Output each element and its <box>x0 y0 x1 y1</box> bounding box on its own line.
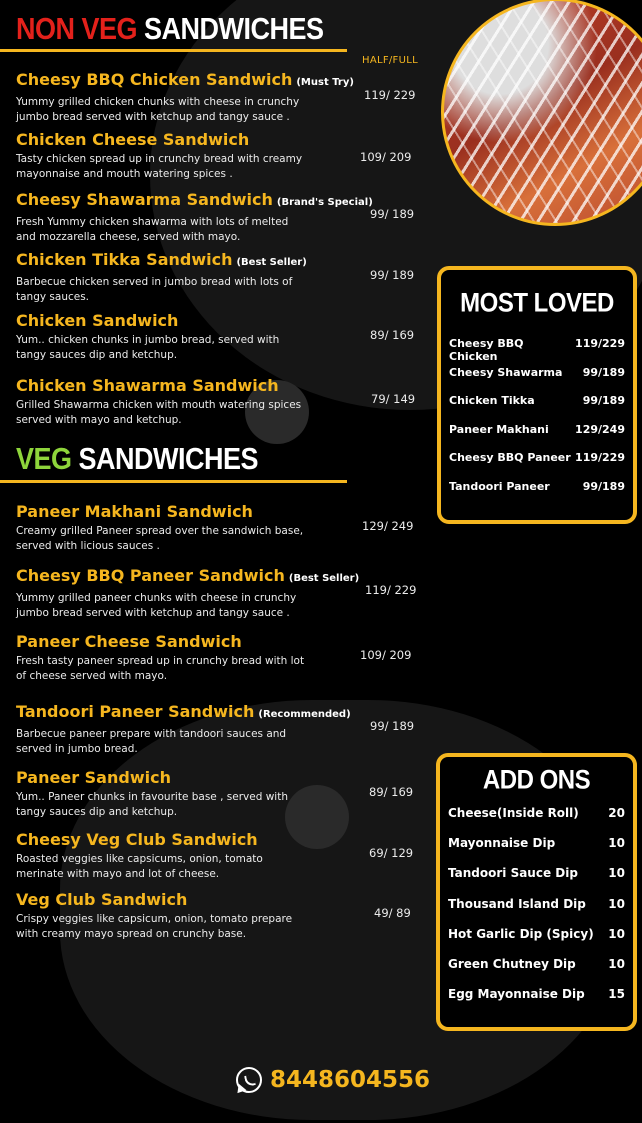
menu-item-description: Fresh tasty paneer spread up in crunchy bread with lot of cheese served with mayo. <box>16 655 305 682</box>
menu-item-name-row <box>16 768 416 788</box>
most_loved-name: Cheesy Shawarma <box>449 365 563 379</box>
menu-item <box>16 250 416 304</box>
most_loved-price: 99/189 <box>582 479 625 493</box>
menu-item-name: Veg Club Sandwich <box>16 890 188 909</box>
add_ons-row <box>448 806 625 820</box>
menu-item <box>16 190 416 244</box>
menu-item-description: Grilled Shawarma chicken with mouth watering spices served with mayo and ketchup. <box>16 399 302 426</box>
most_loved-name: Chicken Tikka <box>449 394 535 407</box>
add_ons-row <box>448 987 625 1001</box>
add_ons-price: 10 <box>608 896 625 911</box>
menu-item <box>16 702 416 756</box>
veg-title-rest: SANDWICHES <box>78 442 259 476</box>
menu-item-name: Paneer Makhani Sandwich <box>16 502 253 521</box>
menu-item-description: Yum.. Paneer chunks in favourite base , served with tangy sauces dip and ketchup. <box>16 791 288 818</box>
add_ons-price: 10 <box>608 957 625 971</box>
most_loved-name: Paneer Makhani <box>449 422 549 436</box>
menu-item-price: 89/ 169 <box>370 328 415 342</box>
menu-item-description: Tasty chicken spread up in crunchy bread with creamy mayonnaise and mouth watering spices . <box>16 153 303 180</box>
menu-item <box>16 376 416 427</box>
menu-item-price: 109/ 209 <box>360 648 412 662</box>
menu-item <box>16 830 416 881</box>
most_loved-price: 99/189 <box>582 365 625 379</box>
menu-item-description: Yummy grilled chicken chunks with cheese in crunchy jumbo bread served with ketchup and tangy sauce . <box>16 96 300 123</box>
menu-item <box>16 311 416 362</box>
menu-item-name: Cheesy Shawarma Sandwich <box>16 190 273 209</box>
menu-item-tag: (Recommended) <box>258 709 351 720</box>
add_ons-price: 10 <box>608 926 625 941</box>
add_ons-name: Mayonnaise Dip <box>448 836 556 851</box>
menu-item-price: 109/ 209 <box>360 150 412 164</box>
menu-item-price: 79/ 149 <box>371 392 416 406</box>
menu-item <box>16 502 416 553</box>
menu-item-name-row <box>16 311 416 331</box>
add_ons-name: Egg Mayonnaise Dip <box>448 987 585 1002</box>
menu-item-name-row <box>16 502 416 522</box>
menu-item-price: 119/ 229 <box>364 88 416 102</box>
menu-item-name-row <box>16 130 416 150</box>
menu-item-name-row <box>16 70 416 93</box>
menu-item-name: Chicken Tikka Sandwich <box>16 250 233 269</box>
menu-item-price: 129/ 249 <box>362 519 414 533</box>
menu-item-price: 119/ 229 <box>365 583 417 597</box>
add_ons-name: Hot Garlic Dip (Spicy) <box>448 926 594 941</box>
nonveg-title-rest: SANDWICHES <box>144 12 324 46</box>
menu-item-tag: (Must Try) <box>296 77 354 88</box>
add-ons-title: ADD ONS <box>482 765 591 796</box>
most_loved-price: 119/229 <box>575 451 625 464</box>
nonveg-title-colored: NON VEG <box>16 12 138 46</box>
menu-item-name: Cheesy BBQ Paneer Sandwich <box>16 566 285 585</box>
add_ons-price: 10 <box>608 836 625 851</box>
menu-item <box>16 566 416 620</box>
add_ons-name: Thousand Island Dip <box>448 896 586 911</box>
add-ons-box <box>436 753 637 1031</box>
add_ons-name: Tandoori Sauce Dip <box>448 866 578 881</box>
menu-item-name-row <box>16 890 416 910</box>
add_ons-row <box>448 897 625 911</box>
menu-item-name: Paneer Cheese Sandwich <box>16 632 242 651</box>
menu-item-description: Crispy veggies like capsicum, onion, tomato prepare with creamy mayo spread on crunchy base. <box>16 913 293 940</box>
half-full-label: HALF/FULL <box>362 55 418 66</box>
menu-item-description: Barbecue chicken served in jumbo bread with lots of tangy sauces. <box>16 276 293 303</box>
menu-item-name: Cheesy Veg Club Sandwich <box>16 830 258 849</box>
menu-item-name-row <box>16 190 416 213</box>
menu-item-price: 99/ 189 <box>370 268 415 282</box>
menu-item <box>16 632 416 683</box>
menu-item-name-row <box>16 566 416 589</box>
menu-item-name: Chicken Sandwich <box>16 311 179 330</box>
menu-item-name-row <box>16 830 416 850</box>
most_loved-name: Cheesy BBQ Paneer <box>449 451 571 464</box>
add_ons-row <box>448 957 625 971</box>
most_loved-name: Tandoori Paneer <box>449 479 550 493</box>
add_ons-price: 10 <box>608 866 625 881</box>
menu-item-price: 49/ 89 <box>374 906 411 920</box>
most_loved-name: Cheesy BBQ Chicken <box>449 337 524 363</box>
menu-item-name: Chicken Cheese Sandwich <box>16 130 250 149</box>
menu-item-description: Roasted veggies like capsicums, onion, tomato merinate with mayo and lot of cheese. <box>16 853 263 880</box>
menu-item-name-row <box>16 250 416 273</box>
nonveg-section-title <box>16 12 324 47</box>
most_loved-row <box>449 480 625 493</box>
most_loved-price: 99/189 <box>582 394 625 407</box>
menu-item-name-row <box>16 702 416 725</box>
add_ons-row <box>448 927 625 941</box>
add_ons-row <box>448 836 625 850</box>
menu-item-name: Paneer Sandwich <box>16 768 171 787</box>
menu-item-price: 69/ 129 <box>369 846 414 860</box>
add_ons-name: Green Chutney Dip <box>448 957 576 971</box>
most_loved-row <box>449 423 625 436</box>
menu-item <box>16 130 416 181</box>
menu-item-name-row <box>16 632 416 652</box>
phone-number[interactable]: 8448604556 <box>270 1067 431 1093</box>
menu-item <box>16 768 416 819</box>
most_loved-price: 119/229 <box>575 337 625 350</box>
add_ons-price: 20 <box>608 806 625 820</box>
menu-item-tag: (Best Seller) <box>236 257 307 268</box>
menu-item-description: Creamy grilled Paneer spread over the sandwich base, served with licious sauces . <box>16 525 304 552</box>
most_loved-price: 129/249 <box>575 422 625 436</box>
veg-section-title <box>16 442 258 477</box>
veg-underline <box>0 480 347 483</box>
menu-item-name: Tandoori Paneer Sandwich <box>16 702 255 721</box>
menu-item <box>16 70 416 124</box>
most-loved-title: MOST LOVED <box>460 288 614 319</box>
add_ons-price: 15 <box>608 987 625 1002</box>
most_loved-row <box>449 337 625 363</box>
menu-item-price: 99/ 189 <box>370 207 415 221</box>
add_ons-row <box>448 866 625 880</box>
menu-item-price: 89/ 169 <box>369 785 414 799</box>
menu-item-tag: (Best Seller) <box>288 573 360 584</box>
menu-item <box>16 890 416 941</box>
menu-item-name-row <box>16 376 416 396</box>
menu-item-name: Chicken Shawarma Sandwich <box>16 376 279 395</box>
menu-item-description: Fresh Yummy chicken shawarma with lots of melted and mozzarella cheese, served with mayo. <box>16 216 289 243</box>
most_loved-row <box>449 366 625 379</box>
most_loved-row <box>449 394 625 407</box>
menu-item-price: 99/ 189 <box>370 719 415 733</box>
menu-item-name: Cheesy BBQ Chicken Sandwich <box>16 70 293 89</box>
veg-title-colored: VEG <box>16 442 72 476</box>
add_ons-name: Cheese(Inside Roll) <box>448 806 579 820</box>
whatsapp-icon <box>236 1067 262 1093</box>
most-loved-box <box>437 266 637 524</box>
most_loved-row <box>449 451 625 464</box>
menu-item-tag: (Brand's Special) <box>276 197 373 208</box>
contact <box>236 1067 430 1093</box>
nonveg-underline <box>0 49 347 52</box>
menu-item-description: Yummy grilled paneer chunks with cheese in crunchy jumbo bread served with ketchup and tangy sauce . <box>16 592 297 619</box>
menu-item-description: Barbecue paneer prepare with tandoori sauces and served in jumbo bread. <box>16 728 287 755</box>
menu-item-description: Yum.. chicken chunks in jumbo bread, served with tangy sauces dip and ketchup. <box>16 334 280 361</box>
